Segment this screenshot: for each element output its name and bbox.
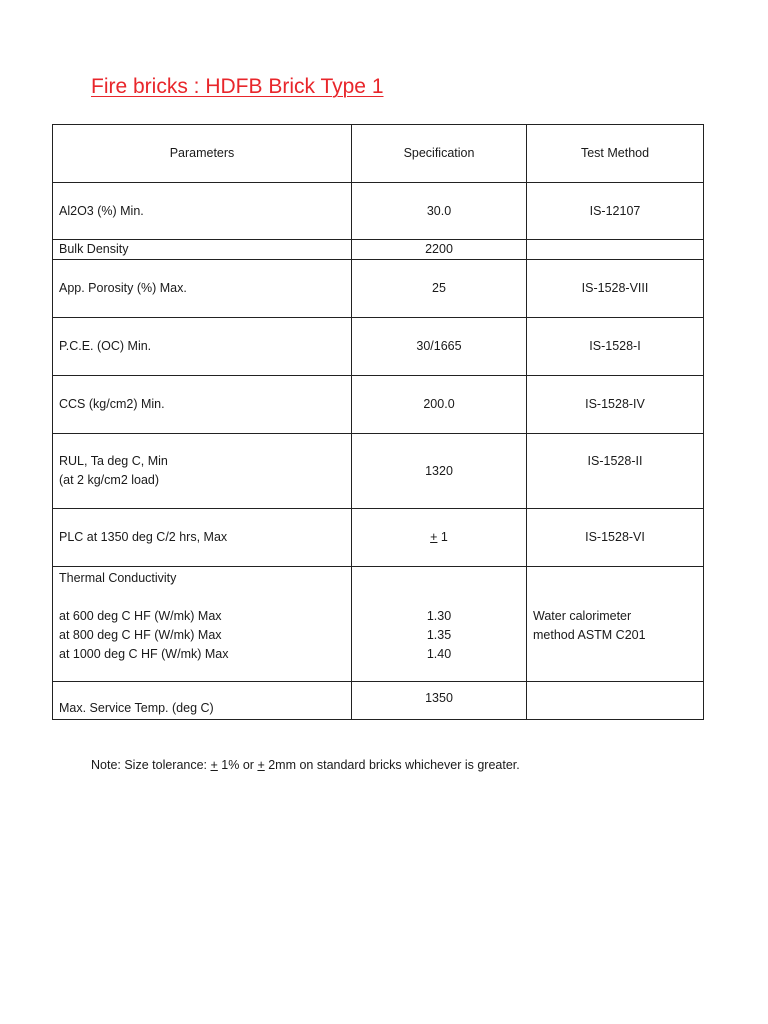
test-method-cell: IS-12107	[527, 183, 704, 240]
table-row	[53, 567, 704, 682]
test-method-cell	[527, 240, 704, 260]
table-row	[53, 376, 704, 434]
test-method-cell: IS-1528-II	[527, 434, 704, 509]
specification-value: 1	[437, 530, 448, 544]
plus-minus-sign: +	[210, 758, 218, 772]
parameter-cell	[53, 434, 352, 509]
specification-cell: 1320	[352, 434, 527, 509]
specification-table	[52, 124, 704, 720]
table-row	[53, 509, 704, 567]
specification-cell: 25	[352, 260, 527, 318]
table-row	[53, 318, 704, 376]
table-row	[53, 434, 704, 509]
test-method-cell	[527, 682, 704, 720]
table-header-row	[53, 125, 704, 183]
specification-line: 1.40	[426, 647, 452, 661]
parameter-line: at 1000 deg C HF (W/mk) Max	[59, 647, 229, 661]
specification-cell	[352, 509, 527, 567]
table-row	[53, 682, 704, 720]
test-method-cell: IS-1528-VI	[527, 509, 704, 567]
test-method-cell: IS-1528-IV	[527, 376, 704, 434]
parameter-heading: Thermal Conductivity	[59, 571, 177, 585]
parameter-line: at 600 deg C HF (W/mk) Max	[59, 609, 222, 623]
column-header-test-method: Test Method	[527, 125, 704, 183]
specification-cell: 30.0	[352, 183, 527, 240]
page-title: Fire bricks : HDFB Brick Type 1	[91, 75, 384, 98]
parameter-cell: Max. Service Temp. (deg C)	[53, 682, 352, 720]
test-method-line: Water calorimeter	[533, 609, 632, 623]
note-text: 1% or	[217, 758, 258, 772]
parameter-line: at 800 deg C HF (W/mk) Max	[59, 628, 222, 642]
parameter-cell: PLC at 1350 deg C/2 hrs, Max	[53, 509, 352, 567]
specification-line: 1.30	[426, 609, 452, 623]
parameter-cell	[53, 567, 352, 682]
parameter-cell: CCS (kg/cm2) Min.	[53, 376, 352, 434]
specification-cell: 1350	[352, 682, 527, 720]
parameter-cell: Al2O3 (%) Min.	[53, 183, 352, 240]
specification-cell: 30/1665	[352, 318, 527, 376]
test-method-cell: IS-1528-VIII	[527, 260, 704, 318]
table-row	[53, 240, 704, 260]
plus-minus-sign: +	[430, 530, 438, 544]
table-row	[53, 183, 704, 240]
test-method-cell	[527, 567, 704, 682]
column-header-parameters: Parameters	[53, 125, 352, 183]
specification-cell	[352, 567, 527, 682]
column-header-specification: Specification	[352, 125, 527, 183]
table-row	[53, 260, 704, 318]
parameter-cell: App. Porosity (%) Max.	[53, 260, 352, 318]
specification-cell: 2200	[352, 240, 527, 260]
note-text: Note: Size tolerance:	[91, 758, 211, 772]
size-tolerance-note	[91, 758, 520, 772]
specification-cell: 200.0	[352, 376, 527, 434]
test-method-cell: IS-1528-I	[527, 318, 704, 376]
test-method-line: method ASTM C201	[533, 628, 646, 642]
note-text: 2mm on standard bricks whichever is greater.	[264, 758, 520, 772]
parameter-cell: P.C.E. (OC) Min.	[53, 318, 352, 376]
parameter-line: (at 2 kg/cm2 load)	[59, 473, 160, 487]
plus-minus-sign: +	[257, 758, 265, 772]
parameter-line: RUL, Ta deg C, Min	[59, 454, 168, 468]
parameter-cell: Bulk Density	[53, 240, 352, 260]
specification-line: 1.35	[426, 628, 452, 642]
